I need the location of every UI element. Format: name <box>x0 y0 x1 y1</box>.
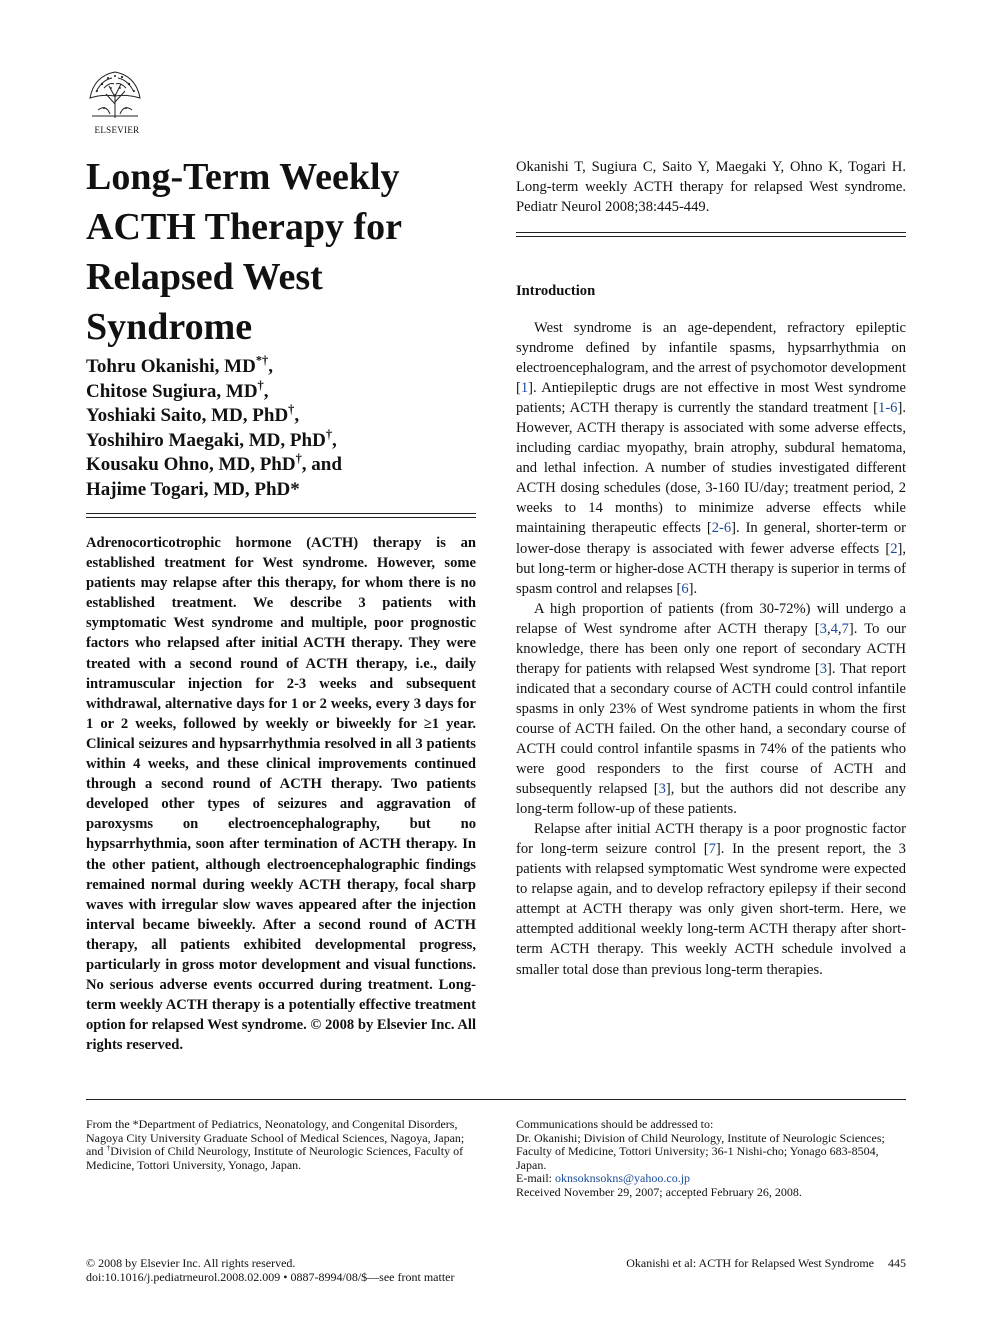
correspondence-heading: Communications should be addressed to: <box>516 1117 714 1131</box>
author-name: Tohru Okanishi, MD <box>86 356 256 377</box>
author-suffix: , <box>331 429 337 451</box>
received-dates: Received November 29, 2007; accepted February 26, 2008. <box>516 1184 802 1199</box>
intro-paragraph: A high proportion of patients (from 30-72%) will undergo a relapse of West syndrome after ACTH therapy [3,4,7]. To our knowledge, there has been only one report of secondary ACTH therapy for patients with relapsed West syndrome [3]. That report indicated that a secondary course of ACTH could control infantile spasms in only 23% of West syndrome patients in whom the first course of ACTH failed. On the other hand, a secondary course of ACTH could control infantile spasms in 74% of the patients who were good responders to the first course of ACTH and subsequently relapsed [3], but the authors did not describe any long-term follow-up of these patients. <box>516 600 906 818</box>
section-heading-introduction: Introduction <box>516 283 596 299</box>
author-name: Chitose Sugiura, MD <box>86 380 258 402</box>
author-line <box>86 478 476 503</box>
author-suffix: , <box>268 356 273 377</box>
reference-link[interactable]: 3 <box>819 620 827 637</box>
reference-link[interactable]: 3 <box>658 781 666 798</box>
author-marks: † <box>288 402 295 417</box>
footnote-divider <box>86 1099 906 1100</box>
email-link[interactable]: oknsoknsokns@yahoo.co.jp <box>555 1171 691 1186</box>
reference-link[interactable]: 2 <box>890 540 898 557</box>
footer-left <box>86 1256 566 1285</box>
author-name: Kousaku Ohno, MD, PhD <box>86 454 296 475</box>
footer-doi[interactable]: doi:10.1016/j.pediatrneurol.2008.02.009 • 0887-8994/08/$—see front matter <box>86 1270 455 1285</box>
citation: Okanishi T, Sugiura C, Saito Y, Maegaki Y, Ohno K, Togari H. Long-term weekly ACTH therapy for relapsed West syndrome. Pediatr Neurol 2008;38:445-449. <box>516 159 906 215</box>
introduction-body <box>516 318 906 980</box>
reference-link[interactable]: 2-6 <box>711 520 732 537</box>
affiliation-note <box>86 1118 476 1172</box>
reference-link[interactable]: 6 <box>681 580 689 597</box>
elsevier-logo <box>84 64 150 134</box>
author-name: Hajime Togari, MD, PhD* <box>86 478 300 500</box>
reference-link[interactable]: 7 <box>841 620 849 637</box>
author-line <box>86 429 476 454</box>
abstract: Adrenocorticotrophic hormone (ACTH) therapy is an established treatment for West syndrome. However, some patients may relapse after this therapy, for whom there is no established treatment. We describe 3 patients with symptomatic West syndrome and multiple, poor prognostic factors who relapsed after initial ACTH therapy. They were treated with a second round of ACTH therapy, i.e., daily intramuscular injection for 2-3 weeks and subsequent withdrawal, alternative days for 1 or 2 weeks, every 3 days for 1 or 2 weeks, followed by weekly or biweekly for ≥1 year. Clinical seizures and hypsarrhythmia resolved in all 3 patients within 4 weeks, and these clinical improvements continued through a second round of ACTH therapy. Two patients developed other types of seizures and aggravation of paroxysms on electroencephalography, but no hypsarrhythmia, soon after termination of ACTH therapy. In the other patient, although electroencephalographic findings remained normal during weekly ACTH therapy, focal sharp waves with irregular slow waves appeared after the injection interval became biweekly. After a second round of ACTH therapy, all patients exhibited developmental progress, particularly in gross motor development and visual functions. No serious adverse events occurred during treatment. Long-term weekly ACTH therapy is a potentially effective treatment option for relapsed West syndrome. © 2008 by Elsevier Inc. All rights reserved. <box>86 535 476 1054</box>
reference-link[interactable]: 7 <box>708 841 716 858</box>
intro-paragraph: Relapse after initial ACTH therapy is a poor prognostic factor for long-term seizure control [7]. In the present report, the 3 patients with relapsed symptomatic West syndrome were expected to relapse again, and to develop refractory epilepsy if their second attempt at ACTH therapy was only given short-term. Here, we attempted additional weekly long-term ACTH therapy after short-term ACTH therapy. This weekly ACTH schedule involved a smaller total dose than previous long-term therapies. <box>516 821 906 978</box>
affiliation-text: From the *Department of Pediatrics, Neonatology, and Congenital Disorders, Nagoya City University Graduate School of Medical Sciences, Nagoya, Japan; and <box>86 1117 465 1159</box>
author-line <box>86 404 476 429</box>
footer-copyright: © 2008 by Elsevier Inc. All rights reserved. <box>86 1256 296 1270</box>
reference-link[interactable]: 4 <box>830 620 838 637</box>
email-line <box>516 1172 906 1186</box>
author-line <box>86 453 476 478</box>
correspondence-address: Dr. Okanishi; Division of Child Neurology, Institute of Neurologic Sciences; Faculty of Medicine, Tottori University; 36-1 Nishi-cho; Yonago 683-8504, Japan. <box>516 1130 885 1172</box>
elsevier-wordmark: ELSEVIER <box>94 125 140 135</box>
footer-right <box>560 1256 906 1270</box>
author-list <box>86 355 476 502</box>
email-label: E-mail: <box>516 1171 555 1186</box>
author-suffix: , and <box>301 454 342 475</box>
reference-link[interactable]: 1-6 <box>878 400 898 417</box>
author-marks: *† <box>255 353 269 368</box>
author-suffix: , <box>294 405 300 426</box>
author-marks: † <box>295 451 302 466</box>
page-number: 445 <box>888 1256 906 1270</box>
intro-paragraph: West syndrome is an age-dependent, refractory epileptic syndrome defined by infantile spasms, hypsarrhythmia on electroencephalogram, and the arrest of psychomotor development [1]. Antiepileptic drugs are not effective in most West syndrome patients; ACTH therapy is currently the standard treatment [1-6]. However, ACTH therapy is associated with some adverse effects, including cardiac myopathy, brain atrophy, subdural hematoma, and lethal infection. A number of studies investigated different ACTH dosing schedules (dose, 3-160 IU/day; treatment period, 2 weeks to 14 months) to minimize adverse effects while maintaining therapeutic effects [2-6]. In general, shorter-term or lower-dose therapy is associated with fewer adverse effects [2], but long-term or higher-dose ACTH therapy is superior in terms of spasm control and relapses [6]. <box>516 320 906 597</box>
author-line <box>86 380 476 405</box>
affiliation-mark: † <box>106 1143 111 1153</box>
elsevier-tree-icon <box>84 64 146 120</box>
reference-link[interactable]: 1 <box>520 380 529 397</box>
reference-link[interactable]: 3 <box>819 660 828 677</box>
author-suffix: , <box>263 380 269 402</box>
author-marks: † <box>257 378 264 393</box>
affiliation-text-rest: Division of Child Neurology, Institute of Neurologic Sciences, Faculty of Medicine, Tottori University, Yonago, Japan. <box>86 1144 464 1172</box>
author-line <box>86 355 476 380</box>
citation-divider <box>516 232 906 237</box>
abstract-divider <box>86 513 476 518</box>
author-name: Yoshiaki Saito, MD, PhD <box>86 405 289 426</box>
author-marks: † <box>325 427 332 442</box>
article-title: Long-Term Weekly ACTH Therapy for Relapsed West Syndrome <box>86 156 402 348</box>
correspondence-note <box>516 1118 906 1200</box>
running-head: Okanishi et al: ACTH for Relapsed West Syndrome <box>626 1256 874 1270</box>
author-name: Yoshihiro Maegaki, MD, PhD <box>86 429 326 451</box>
